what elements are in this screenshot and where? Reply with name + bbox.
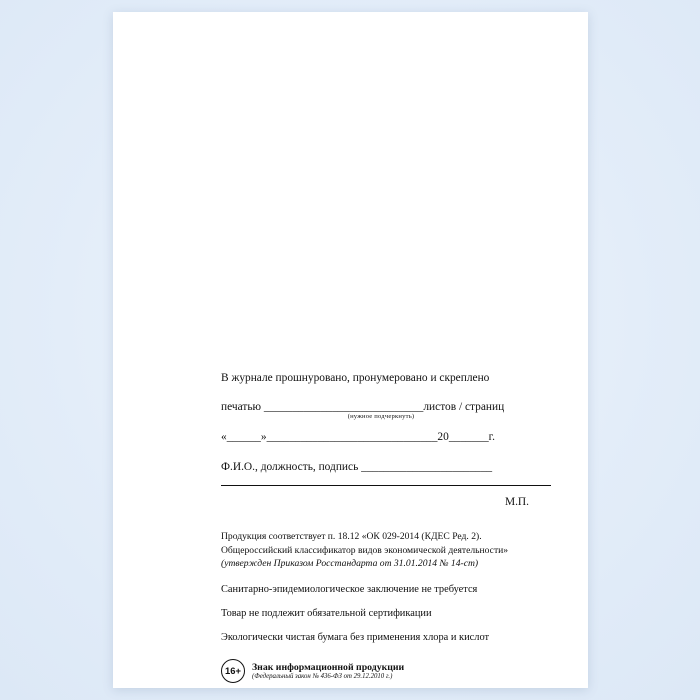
stamp-label: М.П. [504,496,529,509]
journal-line-4: Ф.И.О., должность, подпись _______________________ [221,460,493,473]
info-mark-title: Знак информационной продукции [252,661,405,673]
legal-block [221,530,551,643]
okved-line-2: Общероссийский классификатор видов экономической деятельности» [221,544,509,556]
document-content [221,370,551,683]
journal-line-1: В журнале прошнуровано, пронумеровано и скреплено [221,372,490,384]
document-page [113,12,588,688]
age-rating-icon: 16+ [221,659,245,683]
info-mark-law: (Федеральный закон № 436-ФЗ от 29.12.2010 г.) [252,672,393,680]
okved-line-1: Продукция соответствует п. 18.12 «ОК 029-2014 (КДЕС Ред. 2). [221,531,482,543]
journal-line-2: печатью ____________________________листов / страниц [221,400,505,413]
journal-block [221,370,551,508]
ecology-note: Экологически чистая бумага без применения хлора и кислот [221,631,490,643]
signature-rule [221,484,551,486]
journal-line-3: «______»______________________________20_______г. [221,431,495,444]
certification-note: Товар не подлежит обязательной сертификации [221,607,432,619]
sanitary-note: Санитарно-эпидемиологическое заключение не требуется [221,583,478,595]
info-mark-text [252,662,404,680]
info-mark-block [221,659,551,683]
okved-line-3: (утвержден Приказом Росстандарта от 31.01.2014 № 14-ст) [221,558,479,570]
journal-line-2-note: (нужное подчеркнуть) [347,413,415,421]
